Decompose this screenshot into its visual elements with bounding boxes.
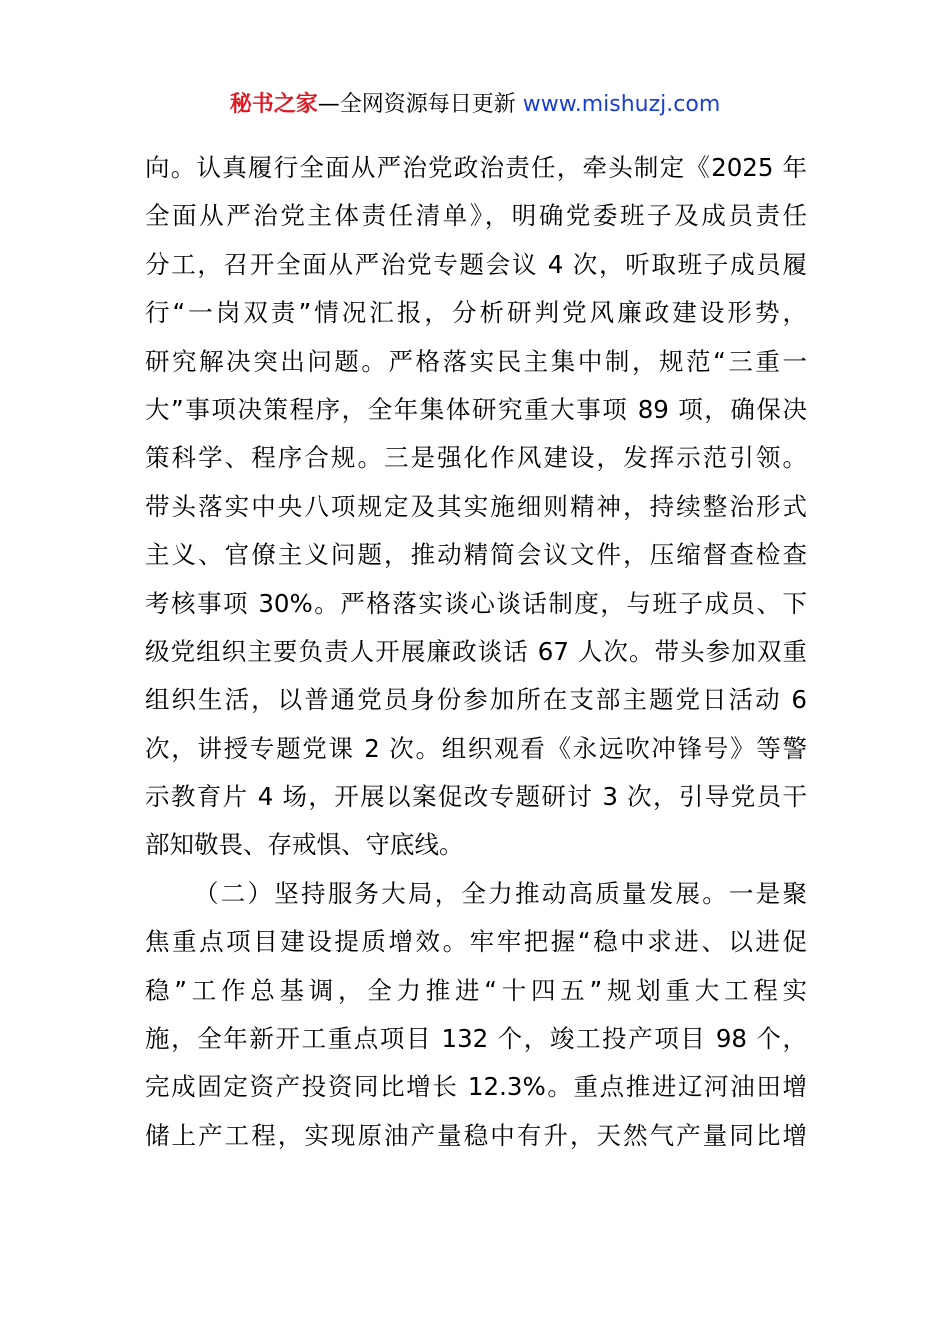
document-body	[145, 144, 807, 1160]
text-line: 次，讲授专题党课 2 次。组织观看《永远吹冲锋号》等警	[145, 733, 807, 763]
text-line: 向。认真履行全面从严治党政治责任，牵头制定《2025 年	[145, 153, 807, 182]
text-line: 主义、官僚主义问题，推动精简会议文件，压缩督查检查	[145, 540, 807, 570]
text-line: 策科学、程序合规。三是强化作风建设，发挥示范引领。	[145, 443, 807, 473]
text-line: 组织生活，以普通党员身份参加所在支部主题党日活动 6	[145, 685, 807, 715]
site-name: 秘书之家	[229, 92, 318, 117]
text-line: 焦重点项目建设提质增效。牢牢把握“稳中求进、以进促	[145, 927, 807, 957]
text-line: 行“一岗双责”情况汇报，分析研判党风廉政建设形势，	[145, 298, 807, 328]
site-tagline: —全网资源每日更新	[317, 92, 523, 117]
text-line: 施，全年新开工重点项目 132 个，竣工投产项目 98 个，	[145, 1024, 807, 1054]
text-line: 全面从严治党主体责任清单》，明确党委班子及成员责任	[145, 201, 807, 231]
text-line: 示教育片 4 场，开展以案促改专题研讨 3 次，引导党员干	[145, 782, 807, 812]
text-line: 稳”工作总基调，全力推进“十四五”规划重大工程实	[145, 975, 807, 1005]
text-line: 带头落实中央八项规定及其实施细则精神，持续整治形式	[145, 491, 807, 521]
text-line: 储上产工程，实现原油产量稳中有升，天然气产量同比增	[145, 1120, 807, 1150]
text-line: 研究解决突出问题。严格落实民主集中制，规范“三重一	[145, 346, 807, 376]
paragraph-section-two	[145, 870, 807, 1160]
text-line: 完成固定资产投资同比增长 12.3%。重点推进辽河油田增	[145, 1072, 807, 1102]
text-line: 级党组织主要负责人开展廉政谈话 67 人次。带头参加双重	[145, 636, 807, 666]
document-header	[0, 88, 950, 122]
section-heading-line: （二）坚持服务大局，全力推动高质量发展。一是聚	[194, 878, 807, 908]
text-line: 部知敬畏、存戒惧、守底线。	[145, 830, 464, 860]
text-line: 分工，召开全面从严治党专题会议 4 次，听取班子成员履	[145, 249, 807, 279]
site-url-link[interactable]: www.mishuzj.com	[522, 92, 721, 117]
text-line: 考核事项 30%。严格落实谈心谈话制度，与班子成员、下	[145, 588, 807, 618]
text-line: 大”事项决策程序，全年集体研究重大事项 89 项，确保决	[145, 394, 807, 424]
paragraph-continued	[145, 144, 807, 870]
